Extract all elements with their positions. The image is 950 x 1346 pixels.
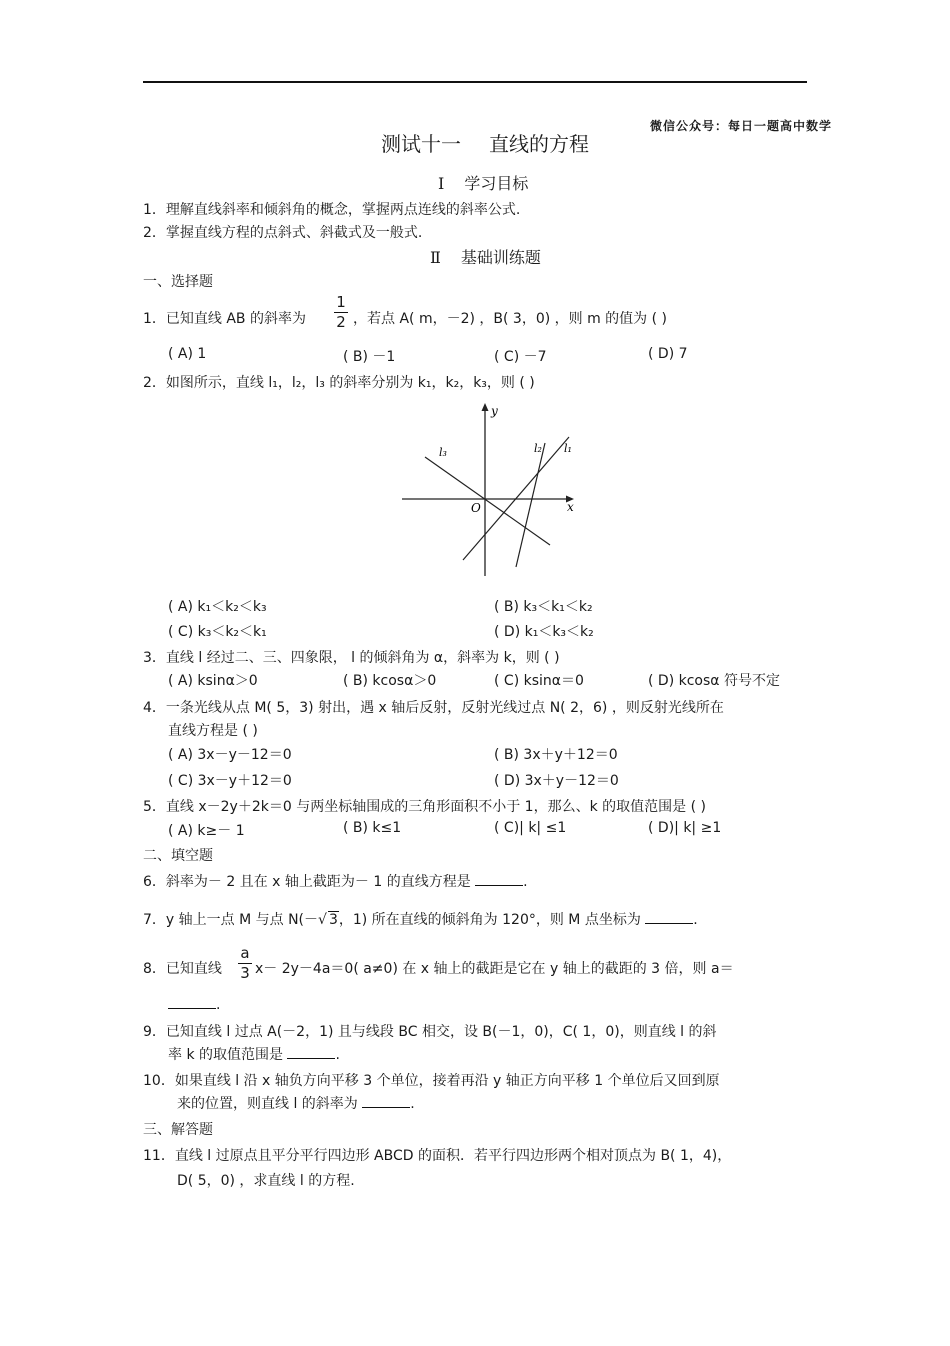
option-d: ( D)| k| ≥1 <box>648 820 722 836</box>
option-c: ( C) k₃＜k₂＜k₁ <box>168 624 267 640</box>
section-number: Ⅱ <box>430 248 441 267</box>
question-8-prefix: 8．已知直线 <box>143 961 222 977</box>
option-d: ( D) 3x＋y－12＝0 <box>494 773 619 789</box>
option-b: ( B) kcosα＞0 <box>343 673 437 689</box>
l1-label: l₁ <box>564 442 572 455</box>
option-a: ( A) k≥－ 1 <box>168 823 245 839</box>
fraction-one-half <box>334 295 348 330</box>
answer-blank <box>362 1095 410 1108</box>
lines-figure <box>398 400 578 580</box>
question-3-stem: 3．直线 l 经过二、三、四象限， l 的倾斜角为 α，斜率为 k，则 ( ) <box>143 650 560 666</box>
option-a: ( A) ksinα＞0 <box>168 673 258 689</box>
section-heading-goals <box>438 171 528 194</box>
line-l2 <box>516 443 545 567</box>
title-left: 测试十一 <box>381 132 461 156</box>
option-a: ( A) 3x－y－12＝0 <box>168 747 292 763</box>
question-11-line-2: D( 5，0) ，求直线 l 的方程. <box>177 1173 355 1189</box>
option-b: ( B) －1 <box>343 349 396 365</box>
option-b: ( B) 3x＋y＋12＝0 <box>494 747 618 763</box>
question-6: 6．斜率为－ 2 且在 x 轴上截距为－ 1 的直线方程是 . <box>143 874 528 890</box>
option-c: ( C) －7 <box>494 349 547 365</box>
option-d: ( D) 7 <box>648 346 688 362</box>
option-c: ( C) ksinα＝0 <box>494 673 584 689</box>
answer-blank <box>287 1046 335 1059</box>
y-label: y <box>491 404 498 418</box>
option-b: ( B) k₃＜k₁＜k₂ <box>494 599 593 615</box>
question-1-prefix: 1．已知直线 AB 的斜率为 <box>143 311 306 327</box>
wechat-caption: 微信公众号：每日一题高中数学 <box>650 119 833 133</box>
question-1-suffix: ，若点 A( m，－2) ，B( 3，0) ，则 m 的值为 ( ) <box>353 311 668 327</box>
option-a: ( A) k₁＜k₂＜k₃ <box>168 599 267 615</box>
section-label: 学习目标 <box>464 174 529 193</box>
question-10-line-2: 来的位置，则直线 l 的斜率为 . <box>177 1096 415 1112</box>
question-7-suffix: ，1) 所在直线的倾斜角为 120°，则 M 点坐标为 <box>338 912 641 928</box>
option-d: ( D) kcosα 符号不定 <box>648 673 780 689</box>
origin-label: O <box>471 501 481 515</box>
question-6-text: 6．斜率为－ 2 且在 x 轴上截距为－ 1 的直线方程是 <box>143 874 471 890</box>
answer-blank <box>475 873 523 886</box>
sqrt-radicand: 3 <box>328 912 338 928</box>
question-8-suffix: x－ 2y－4a＝0( a≠0) 在 x 轴上的截距是它在 y 轴上的截距的 3 倍，则 a＝ <box>255 961 734 977</box>
fraction-a-over-3 <box>238 946 252 981</box>
question-10-text: 来的位置，则直线 l 的斜率为 <box>177 1096 358 1112</box>
goal-item: 1．理解直线斜率和倾斜角的概念，掌握两点连线的斜率公式. <box>143 202 521 218</box>
option-d: ( D) k₁＜k₃＜k₂ <box>494 624 594 640</box>
top-rule <box>143 81 807 83</box>
sqrt-symbol: √ <box>318 912 327 928</box>
question-4-stem: 4．一条光线从点 M( 5，3) 射出，遇 x 轴后反射，反射光线过点 N( 2，6) ，则反射光线所在 <box>143 700 724 716</box>
l2-label: l₂ <box>534 442 542 455</box>
section-number: Ⅰ <box>438 174 445 193</box>
title-right: 直线的方程 <box>489 132 589 156</box>
x-label: x <box>567 500 574 514</box>
option-b: ( B) k≤1 <box>343 820 402 836</box>
page-title <box>381 128 589 157</box>
part-heading-choice: 一、选择题 <box>143 274 213 290</box>
option-c: ( C)| k| ≤1 <box>494 820 567 836</box>
question-5-stem: 5．直线 x－2y＋2k＝0 与两坐标轴围成的三角形面积不小于 1，那么、k 的取值范围是 ( ) <box>143 799 706 815</box>
goal-item: 2．掌握直线方程的点斜式、斜截式及一般式. <box>143 225 423 241</box>
question-11-line-1: 11．直线 l 过原点且平分平行四边形 ABCD 的面积．若平行四边形两个相对顶点为 B( 1，4)， <box>143 1148 732 1164</box>
question-8-blank-line: . <box>168 996 220 1013</box>
question-9-text: 率 k 的取值范围是 <box>168 1047 284 1063</box>
fraction-numerator: a <box>240 944 250 962</box>
section-label: 基础训练题 <box>460 248 541 267</box>
fraction-denominator: 2 <box>336 313 346 331</box>
question-2-stem: 2．如图所示，直线 l₁，l₂，l₃ 的斜率分别为 k₁，k₂，k₃，则 ( ) <box>143 375 535 391</box>
fraction-denominator: 3 <box>240 964 250 982</box>
answer-blank <box>168 996 216 1009</box>
question-7: 7．y 轴上一点 M 与点 N(－√ 3，1) 所在直线的倾斜角为 120°，则 M 点坐标为 . <box>143 912 698 928</box>
section-heading-exercises <box>430 245 541 268</box>
y-axis-arrow <box>482 403 489 411</box>
l3-label: l₃ <box>439 446 447 459</box>
question-9-line-1: 9．已知直线 l 过点 A(－2，1) 且与线段 BC 相交，设 B(－1，0)，C( 1，0)，则直线 l 的斜 <box>143 1024 717 1040</box>
part-heading-solve: 三、解答题 <box>143 1122 213 1138</box>
question-4-stem-continued: 直线方程是 ( ) <box>168 723 258 739</box>
question-9-line-2: 率 k 的取值范围是 . <box>168 1047 340 1063</box>
fraction-numerator: 1 <box>336 293 346 311</box>
part-heading-fill: 二、填空题 <box>143 848 213 864</box>
option-c: ( C) 3x－y＋12＝0 <box>168 773 292 789</box>
option-a: ( A) 1 <box>168 346 207 362</box>
question-7-prefix: 7．y 轴上一点 M 与点 N(－ <box>143 912 319 928</box>
question-10-line-1: 10．如果直线 l 沿 x 轴负方向平移 3 个单位，接着再沿 y 轴正方向平移 1 个单位后又回到原 <box>143 1073 720 1089</box>
answer-blank <box>645 911 693 924</box>
